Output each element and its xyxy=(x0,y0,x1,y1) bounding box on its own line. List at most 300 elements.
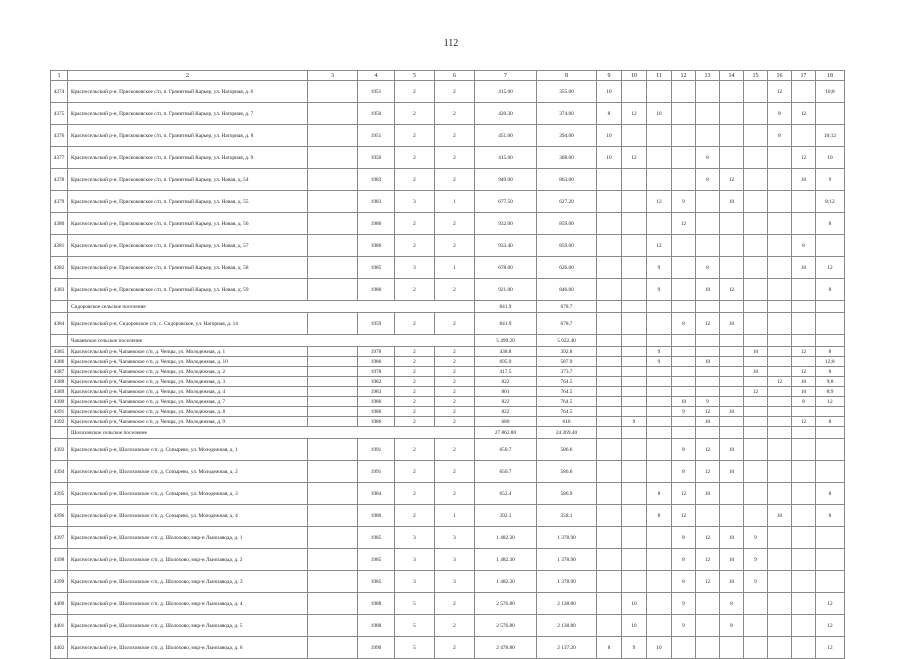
col-3-cell xyxy=(308,347,358,357)
column-number-cell: 15 xyxy=(744,71,768,81)
col-10-cell xyxy=(622,347,647,357)
col-9-cell xyxy=(597,279,622,301)
total-area-cell: 1 482.30 xyxy=(475,571,537,593)
living-area-cell: 846.00 xyxy=(537,279,597,301)
building-row xyxy=(51,81,845,103)
col-9-cell xyxy=(597,483,622,505)
address-cell: Красносельский р-н, Шолоховское с/п, д. Шолохово, мкр-н Льнозавода, д. 6 xyxy=(68,637,308,659)
address-cell: Красносельский р-н, Прискоковское с/п, п. Гранитный Карьер, ул. Нагорная, д. 8 xyxy=(68,125,308,147)
col-12-cell: 8 xyxy=(672,571,696,593)
floors-cell: 2 xyxy=(395,279,435,301)
col-13-cell: 9 xyxy=(696,397,720,407)
build-year-cell: 1980 xyxy=(358,505,395,527)
col-18-cell: 8 xyxy=(816,505,845,527)
building-row xyxy=(51,357,845,367)
col-10-cell xyxy=(622,367,647,377)
col-13-cell: 12 xyxy=(696,439,720,461)
empty-cell xyxy=(792,427,816,439)
total-area-cell: 2 576.80 xyxy=(475,593,537,615)
col-16-cell xyxy=(768,257,792,279)
col-17-cell: 10 xyxy=(792,169,816,191)
col-17-cell xyxy=(792,439,816,461)
col-14-cell: 12 xyxy=(720,279,744,301)
col-17-cell xyxy=(792,191,816,213)
address-cell: Красносельский р-н, Прискоковское с/п, п. Гранитный Карьер, ул. Нагорная, д. 9 xyxy=(68,147,308,169)
living-area-cell: 1 378.90 xyxy=(537,571,597,593)
empty-cell xyxy=(51,427,68,439)
address-cell: Красносельский р-н, Шолоховское с/п, д. Шолохово, мкр-н Льнозавода, д. 2 xyxy=(68,549,308,571)
entrances-cell: 2 xyxy=(435,593,475,615)
build-year-cell: 1986 xyxy=(358,213,395,235)
building-row xyxy=(51,417,845,427)
col-9-cell xyxy=(597,505,622,527)
col-16-cell xyxy=(768,279,792,301)
living-area-cell: 764.5 xyxy=(537,407,597,417)
total-area-cell: 678.00 xyxy=(475,257,537,279)
col-3-cell xyxy=(308,257,358,279)
build-year-cell: 1983 xyxy=(358,387,395,397)
living-area-cell: 586.6 xyxy=(537,461,597,483)
build-year-cell: 1986 xyxy=(358,417,395,427)
floors-cell: 2 xyxy=(395,213,435,235)
col-10-cell: 10 xyxy=(622,615,647,637)
living-area-cell: 626.00 xyxy=(537,257,597,279)
col-18-cell: 8 xyxy=(816,367,845,377)
col-12-cell xyxy=(672,81,696,103)
floors-cell: 3 xyxy=(395,549,435,571)
col-10-cell xyxy=(622,313,647,335)
living-area-cell: 2 137.20 xyxy=(537,637,597,659)
building-row xyxy=(51,147,845,169)
col-11-cell xyxy=(647,593,672,615)
col-12-cell xyxy=(672,347,696,357)
total-area-cell: 1 482.30 xyxy=(475,527,537,549)
col-11-cell xyxy=(647,169,672,191)
col-16-cell: 8 xyxy=(768,125,792,147)
living-area-cell: 587.9 xyxy=(537,357,597,367)
empty-cell xyxy=(816,427,845,439)
col-9-cell xyxy=(597,387,622,397)
col-16-cell xyxy=(768,439,792,461)
col-12-cell: 9 xyxy=(672,191,696,213)
col-12-cell: 9 xyxy=(672,593,696,615)
col-18-cell xyxy=(816,439,845,461)
address-cell: Красносельский р-н, Шолоховское с/п, д. Шолохово, мкр-н Льнозавода, д. 1 xyxy=(68,527,308,549)
col-13-cell xyxy=(696,191,720,213)
col-18-cell xyxy=(816,407,845,417)
address-cell: Красносельский р-н, Прискоковское с/п, п. Гранитный Карьер, ул. Новая, д. 56 xyxy=(68,213,308,235)
col-12-cell: 8 xyxy=(672,461,696,483)
col-11-cell xyxy=(647,439,672,461)
col-11-cell xyxy=(647,387,672,397)
floors-cell: 2 xyxy=(395,235,435,257)
empty-cell xyxy=(696,301,720,313)
total-area-cell: 451.00 xyxy=(475,125,537,147)
build-year-cell: 1978 xyxy=(358,347,395,357)
col-3-cell xyxy=(308,615,358,637)
column-number-cell: 8 xyxy=(537,71,597,81)
col-10-cell xyxy=(622,461,647,483)
col-17-cell xyxy=(792,571,816,593)
column-number-cell: 13 xyxy=(696,71,720,81)
col-17-cell: 8 xyxy=(792,235,816,257)
col-16-cell xyxy=(768,357,792,367)
entrances-cell: 3 xyxy=(435,549,475,571)
row-number-cell: 4392 xyxy=(51,417,68,427)
col-15-cell xyxy=(744,377,768,387)
entrances-cell: 2 xyxy=(435,81,475,103)
col-3-cell xyxy=(308,147,358,169)
entrances-cell: 2 xyxy=(435,235,475,257)
floors-cell: 2 xyxy=(395,125,435,147)
col-11-cell xyxy=(647,461,672,483)
floors-cell: 2 xyxy=(395,407,435,417)
settlement-group-row xyxy=(51,427,845,439)
empty-cell xyxy=(597,427,622,439)
col-16-cell: 12 xyxy=(768,377,792,387)
col-10-cell: 12 xyxy=(622,147,647,169)
col-3-cell xyxy=(308,527,358,549)
col-16-cell xyxy=(768,417,792,427)
col-15-cell xyxy=(744,257,768,279)
entrances-cell: 2 xyxy=(435,213,475,235)
col-15-cell xyxy=(744,213,768,235)
col-16-cell: 12 xyxy=(768,81,792,103)
build-year-cell: 1950 xyxy=(358,147,395,169)
col-9-cell xyxy=(597,571,622,593)
build-year-cell: 1986 xyxy=(358,235,395,257)
col-3-cell xyxy=(308,367,358,377)
column-number-cell: 3 xyxy=(308,71,358,81)
col-9-cell: 10 xyxy=(597,81,622,103)
floors-cell: 5 xyxy=(395,637,435,659)
col-11-cell: 10 xyxy=(647,103,672,125)
col-15-cell xyxy=(744,147,768,169)
col-18-cell: 9 xyxy=(816,169,845,191)
col-14-cell xyxy=(720,103,744,125)
floors-cell: 2 xyxy=(395,397,435,407)
floors-cell: 3 xyxy=(395,257,435,279)
col-14-cell xyxy=(720,367,744,377)
col-18-cell: 12 xyxy=(816,615,845,637)
col-12-cell: 9 xyxy=(672,615,696,637)
column-number-cell: 18 xyxy=(816,71,845,81)
col-17-cell: 12 xyxy=(792,347,816,357)
col-3-cell xyxy=(308,397,358,407)
entrances-cell: 3 xyxy=(435,571,475,593)
col-3-cell xyxy=(308,81,358,103)
col-14-cell: 8 xyxy=(720,593,744,615)
col-17-cell xyxy=(792,125,816,147)
col-14-cell xyxy=(720,377,744,387)
total-area-cell: 652.4 xyxy=(475,483,537,505)
col-13-cell: 12 xyxy=(696,527,720,549)
floors-cell: 2 xyxy=(395,483,435,505)
col-10-cell xyxy=(622,257,647,279)
col-14-cell xyxy=(720,147,744,169)
settlement-total-area: 27 862.80 xyxy=(475,427,537,439)
col-3-cell xyxy=(308,213,358,235)
col-17-cell xyxy=(792,279,816,301)
floors-cell: 2 xyxy=(395,461,435,483)
empty-cell xyxy=(597,301,622,313)
col-17-cell: 12 xyxy=(792,103,816,125)
floors-cell: 2 xyxy=(395,357,435,367)
entrances-cell: 2 xyxy=(435,125,475,147)
col-17-cell xyxy=(792,461,816,483)
total-area-cell: 841.9 xyxy=(475,313,537,335)
col-17-cell xyxy=(792,505,816,527)
column-number-cell: 11 xyxy=(647,71,672,81)
address-cell: Красносельский р-н, Чапаевское с/п, д. Чепцы, ул. Молодежная, д. 1 xyxy=(68,347,308,357)
floors-cell: 2 xyxy=(395,313,435,335)
col-3-cell xyxy=(308,593,358,615)
col-11-cell: 10 xyxy=(647,637,672,659)
col-18-cell: 8 xyxy=(816,347,845,357)
col-10-cell: 9 xyxy=(622,417,647,427)
col-12-cell xyxy=(672,235,696,257)
floors-cell: 5 xyxy=(395,593,435,615)
col-18-cell: 12 xyxy=(816,397,845,407)
col-14-cell xyxy=(720,357,744,367)
total-area-cell: 695.9 xyxy=(475,357,537,367)
settlement-group-row xyxy=(51,335,845,347)
empty-cell xyxy=(720,427,744,439)
col-12-cell: 12 xyxy=(672,505,696,527)
empty-cell xyxy=(51,335,68,347)
col-10-cell: 9 xyxy=(622,637,647,659)
build-year-cell: 1983 xyxy=(358,169,395,191)
col-11-cell xyxy=(647,549,672,571)
empty-cell xyxy=(647,427,672,439)
col-13-cell: 12 xyxy=(696,313,720,335)
col-17-cell xyxy=(792,593,816,615)
building-row xyxy=(51,257,845,279)
col-16-cell xyxy=(768,461,792,483)
building-row xyxy=(51,169,845,191)
floors-cell: 2 xyxy=(395,377,435,387)
build-year-cell: 1982 xyxy=(358,377,395,387)
col-10-cell xyxy=(622,407,647,417)
col-13-cell xyxy=(696,81,720,103)
address-cell: Красносельский р-н, Чапаевское с/п, д. Чепцы, ул. Молодежная, д. 4 xyxy=(68,387,308,397)
col-13-cell xyxy=(696,347,720,357)
settlement-total-area: 5 499.20 xyxy=(475,335,537,347)
address-cell: Красносельский р-н, Прискоковское с/п, п. Гранитный Карьер, ул. Новая, д. 54 xyxy=(68,169,308,191)
col-12-cell xyxy=(672,377,696,387)
col-14-cell: 10 xyxy=(720,439,744,461)
row-number-cell: 4375 xyxy=(51,103,68,125)
col-3-cell xyxy=(308,571,358,593)
living-area-cell: 1 378.90 xyxy=(537,527,597,549)
col-10-cell xyxy=(622,483,647,505)
col-11-cell xyxy=(647,377,672,387)
col-14-cell: 10 xyxy=(720,549,744,571)
col-9-cell xyxy=(597,417,622,427)
row-number-cell: 4386 xyxy=(51,357,68,367)
col-13-cell xyxy=(696,593,720,615)
col-16-cell xyxy=(768,147,792,169)
column-number-cell: 12 xyxy=(672,71,696,81)
living-area-cell: 374.00 xyxy=(537,103,597,125)
building-row xyxy=(51,571,845,593)
col-16-cell xyxy=(768,235,792,257)
col-18-cell xyxy=(816,549,845,571)
address-cell: Красносельский р-н, Сидоровское с/п, с. Сидоровское, ул. Нагорная, д. 14 xyxy=(68,313,308,335)
col-18-cell: 8 xyxy=(816,213,845,235)
entrances-cell: 2 xyxy=(435,377,475,387)
building-row xyxy=(51,505,845,527)
col-12-cell: 10 xyxy=(672,397,696,407)
col-3-cell xyxy=(308,549,358,571)
col-17-cell: 10 xyxy=(792,377,816,387)
row-number-cell: 4388 xyxy=(51,377,68,387)
page-number: 112 xyxy=(443,38,459,49)
empty-cell xyxy=(696,335,720,347)
living-area-cell: 586.9 xyxy=(537,483,597,505)
col-9-cell: 10 xyxy=(597,125,622,147)
col-17-cell xyxy=(792,213,816,235)
living-area-cell: 373.7 xyxy=(537,367,597,377)
col-9-cell: 8 xyxy=(597,103,622,125)
col-16-cell xyxy=(768,191,792,213)
total-area-cell: 420.30 xyxy=(475,103,537,125)
settlement-living-area: 5 022.40 xyxy=(537,335,597,347)
total-area-cell: 940.00 xyxy=(475,169,537,191)
entrances-cell: 2 xyxy=(435,387,475,397)
col-17-cell: 8 xyxy=(792,397,816,407)
total-area-cell: 921.00 xyxy=(475,279,537,301)
empty-cell xyxy=(672,301,696,313)
col-11-cell xyxy=(647,367,672,377)
building-row xyxy=(51,279,845,301)
col-3-cell xyxy=(308,279,358,301)
empty-cell xyxy=(792,335,816,347)
col-12-cell: 12 xyxy=(672,483,696,505)
col-14-cell xyxy=(720,417,744,427)
col-18-cell xyxy=(816,527,845,549)
settlement-total-area: 841.9 xyxy=(475,301,537,313)
col-14-cell xyxy=(720,387,744,397)
col-15-cell xyxy=(744,417,768,427)
col-11-cell xyxy=(647,81,672,103)
col-15-cell xyxy=(744,505,768,527)
entrances-cell: 2 xyxy=(435,483,475,505)
living-area-cell: 355.00 xyxy=(537,81,597,103)
floors-cell: 2 xyxy=(395,169,435,191)
row-number-cell: 4376 xyxy=(51,125,68,147)
col-11-cell: 9 xyxy=(647,347,672,357)
col-3-cell xyxy=(308,357,358,367)
col-16-cell xyxy=(768,615,792,637)
entrances-cell: 2 xyxy=(435,637,475,659)
total-area-cell: 2 576.80 xyxy=(475,615,537,637)
col-11-cell: 9 xyxy=(647,279,672,301)
address-cell: Красносельский р-н, Чапаевское с/п, д. Чепцы, ул. Молодежная, д. 2 xyxy=(68,367,308,377)
col-12-cell xyxy=(672,279,696,301)
entrances-cell: 2 xyxy=(435,439,475,461)
col-17-cell: 12 xyxy=(792,417,816,427)
col-17-cell: 10 xyxy=(792,257,816,279)
col-15-cell xyxy=(744,397,768,407)
row-number-cell: 4390 xyxy=(51,397,68,407)
empty-cell xyxy=(622,301,647,313)
build-year-cell: 1959 xyxy=(358,313,395,335)
total-area-cell: 415.00 xyxy=(475,147,537,169)
col-3-cell xyxy=(308,387,358,397)
build-year-cell: 1991 xyxy=(358,461,395,483)
building-row xyxy=(51,615,845,637)
col-12-cell: 8 xyxy=(672,313,696,335)
settlement-group-row xyxy=(51,301,845,313)
empty-cell xyxy=(768,335,792,347)
col-14-cell: 10 xyxy=(720,571,744,593)
col-9-cell xyxy=(597,367,622,377)
entrances-cell: 2 xyxy=(435,147,475,169)
build-year-cell: 1991 xyxy=(358,439,395,461)
col-13-cell xyxy=(696,125,720,147)
column-number-cell: 6 xyxy=(435,71,475,81)
col-3-cell xyxy=(308,407,358,417)
entrances-cell: 1 xyxy=(435,505,475,527)
col-11-cell: 9 xyxy=(647,357,672,367)
col-13-cell: 10 xyxy=(696,357,720,367)
empty-cell xyxy=(720,335,744,347)
total-area-cell: 438.8 xyxy=(475,347,537,357)
floors-cell: 2 xyxy=(395,387,435,397)
living-area-cell: 358.1 xyxy=(537,505,597,527)
col-18-cell: 12;8 xyxy=(816,357,845,367)
col-16-cell xyxy=(768,169,792,191)
column-number-header-row xyxy=(51,71,845,81)
col-13-cell: 8 xyxy=(696,147,720,169)
col-9-cell xyxy=(597,439,622,461)
col-9-cell xyxy=(597,313,622,335)
building-row xyxy=(51,313,845,335)
total-area-cell: 1 482.30 xyxy=(475,549,537,571)
col-17-cell xyxy=(792,313,816,335)
col-14-cell xyxy=(720,347,744,357)
floors-cell: 3 xyxy=(395,571,435,593)
empty-cell xyxy=(622,335,647,347)
col-15-cell: 10 xyxy=(744,367,768,377)
col-15-cell: 9 xyxy=(744,549,768,571)
living-area-cell: 764.5 xyxy=(537,377,597,387)
address-cell: Красносельский р-н, Прискоковское с/п, п. Гранитный Карьер, ул. Нагорная, д. 6 xyxy=(68,81,308,103)
col-10-cell: 12 xyxy=(622,103,647,125)
col-18-cell: 9;8 xyxy=(816,377,845,387)
living-area-cell: 368.00 xyxy=(537,147,597,169)
build-year-cell: 1983 xyxy=(358,191,395,213)
living-area-cell: 2 138.80 xyxy=(537,593,597,615)
row-number-cell: 4377 xyxy=(51,147,68,169)
col-15-cell xyxy=(744,313,768,335)
col-13-cell xyxy=(696,505,720,527)
building-row xyxy=(51,103,845,125)
build-year-cell: 1985 xyxy=(358,571,395,593)
col-9-cell xyxy=(597,377,622,387)
col-16-cell xyxy=(768,571,792,593)
col-12-cell: 8 xyxy=(672,439,696,461)
floors-cell: 2 xyxy=(395,367,435,377)
col-18-cell xyxy=(816,313,845,335)
floors-cell: 2 xyxy=(395,347,435,357)
col-15-cell xyxy=(744,461,768,483)
floors-cell: 3 xyxy=(395,191,435,213)
entrances-cell: 2 xyxy=(435,417,475,427)
col-9-cell: 8 xyxy=(597,637,622,659)
floors-cell: 3 xyxy=(395,527,435,549)
